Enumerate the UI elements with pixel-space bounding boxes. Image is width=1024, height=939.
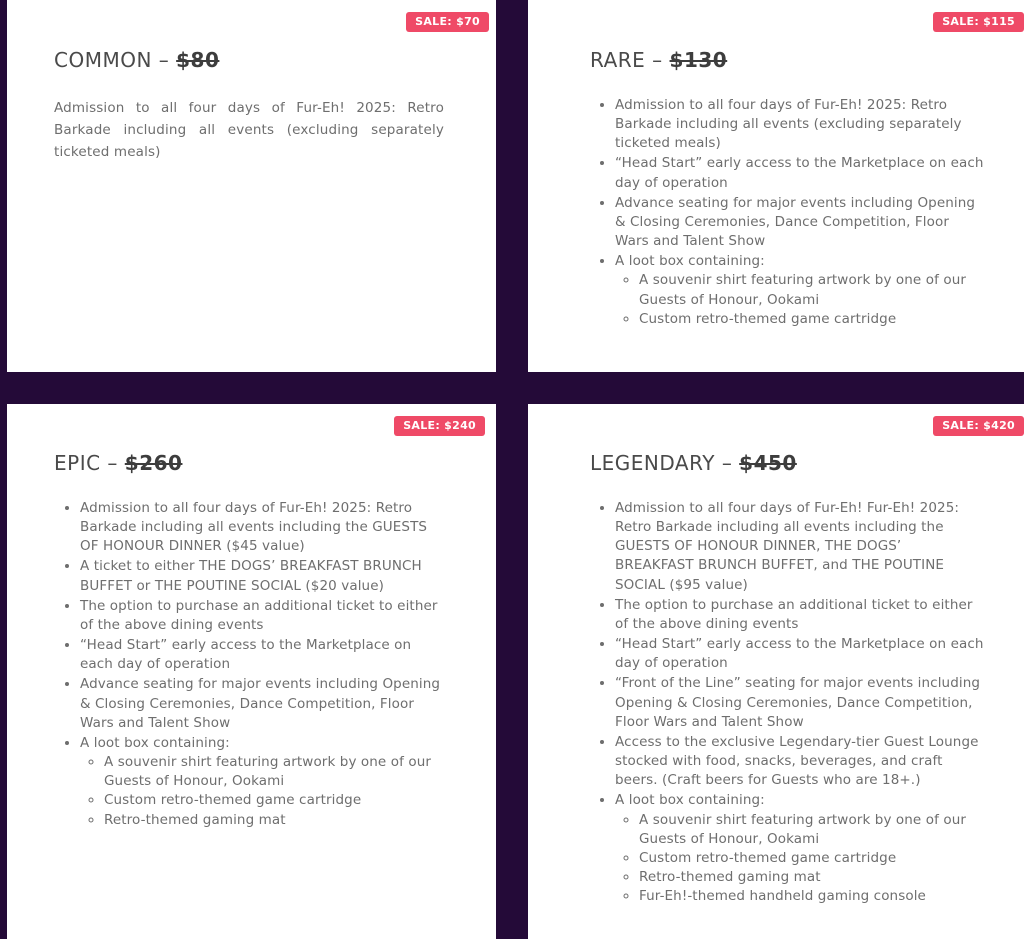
lootbox-list-legendary [615,811,984,907]
list-item: • Advance seating for major events including Opening & Closing Ceremonies, Dance Competition, Floor Wars and Talent Show [80,675,442,732]
list-item: • Advance seating for major events including Opening & Closing Ceremonies, Dance Competition, Floor Wars and Talent Show [615,194,984,251]
list-item: ◦ A souvenir shirt featuring artwork by one of our Guests of Honour, Ookami [639,271,984,309]
pricing-card-rare[interactable] [528,0,1024,372]
list-item: ◦ Fur-Eh!-themed handheld gaming console [639,887,984,906]
grid-gutter-bottom [496,404,528,939]
list-item: • A ticket to either THE DOGS’ BREAKFAST BRUNCH BUFFET or THE POUTINE SOCIAL ($20 value) [80,557,442,595]
tier-name-rare: RARE [590,48,646,72]
list-item [615,791,984,906]
list-item: • Admission to all four days of Fur-Eh! 2025: Retro Barkade including all events including the GUESTS OF HONOUR DINNER ($45 value) [80,499,442,556]
list-item: ◦ Retro-themed gaming mat [104,811,442,830]
tier-name-epic: EPIC [54,451,101,475]
tier-dash-legendary: – [721,451,733,475]
sale-badge-rare: SALE: $115 [933,12,1024,32]
grid-gutter-mid-left [0,372,496,404]
tier-old-price-epic: $260 [124,451,183,475]
pricing-card-legendary[interactable] [528,404,1024,939]
card-body-legendary [528,404,1024,906]
card-body-epic [0,404,496,830]
list-item: • Admission to all four days of Fur-Eh! 2025: Retro Barkade including all events (excluding separately ticketed meals) [615,96,984,153]
list-item: • Admission to all four days of Fur-Eh! Fur-Eh! 2025: Retro Barkade including all events including the GUESTS OF HONOUR DINNER, THE DOGS’ BREAKFAST BRUNCH BUFFET, and THE POUTINE SOCIAL ($95 value) [615,499,984,595]
list-item: • “Front of the Line” seating for major events including Opening & Closing Ceremonies, Dance Competition, Floor Wars and Talent Show [615,674,984,731]
list-item: • The option to purchase an additional ticket to either of the above dining events [80,597,442,635]
feature-list-epic [54,499,442,830]
tier-old-price-rare: $130 [669,48,728,72]
tier-old-price-legendary: $450 [739,451,797,475]
sale-badge-common: SALE: $70 [406,12,489,32]
grid-gutter-mid-right [528,372,1024,404]
lootbox-label-legendary: A loot box containing: [615,792,765,809]
card-body-rare [528,0,1024,329]
tier-title-common [54,48,442,72]
tier-old-price-common: $80 [176,48,220,72]
list-item: • Access to the exclusive Legendary-tier Guest Lounge stocked with food, snacks, beverages, and craft beers. (Craft beers for Guests who are 18+.) [615,733,984,790]
list-item: ◦ Custom retro-themed game cartridge [104,791,442,810]
pricing-card-epic[interactable] [0,404,496,939]
lootbox-list-epic [80,753,442,830]
list-item: • The option to purchase an additional ticket to either of the above dining events [615,596,984,634]
list-item: ◦ A souvenir shirt featuring artwork by one of our Guests of Honour, Ookami [639,811,984,849]
lootbox-label-epic: A loot box containing: [80,734,230,751]
list-item: ◦ Custom retro-themed game cartridge [639,310,984,329]
feature-list-legendary [590,499,984,906]
feature-list-rare [590,96,984,329]
tier-title-legendary [590,451,984,475]
lootbox-list-rare [615,271,984,328]
tier-title-rare [590,48,984,72]
sale-badge-epic: SALE: $240 [394,416,485,436]
list-item: ◦ Retro-themed gaming mat [639,868,984,887]
tier-description-common: Admission to all four days of Fur-Eh! 2025: Retro Barkade including all events (excluding separately ticketed meals) [54,100,444,160]
tier-name-common: COMMON [54,48,152,72]
tier-name-legendary: LEGENDARY [590,451,715,475]
list-item: • “Head Start” early access to the Marketplace on each day of operation [615,154,984,192]
list-item: ◦ A souvenir shirt featuring artwork by one of our Guests of Honour, Ookami [104,753,442,791]
tier-title-epic [54,451,442,475]
grid-gutter-mid-center [496,372,528,404]
sale-badge-legendary: SALE: $420 [933,416,1024,436]
pricing-card-common[interactable] [0,0,496,372]
list-item: ◦ Custom retro-themed game cartridge [639,849,984,868]
list-item: • “Head Start” early access to the Marketplace on each day of operation [615,635,984,673]
lootbox-label-rare: A loot box containing: [615,253,765,270]
page-left-edge [0,0,7,939]
list-item [80,734,442,830]
tier-dash-rare: – [652,48,663,72]
list-item [615,252,984,329]
list-item: • “Head Start” early access to the Marketplace on each day of operation [80,636,442,674]
tier-dash-epic: – [107,451,118,475]
grid-gutter-top [496,0,528,372]
tier-dash-common: – [158,48,170,72]
